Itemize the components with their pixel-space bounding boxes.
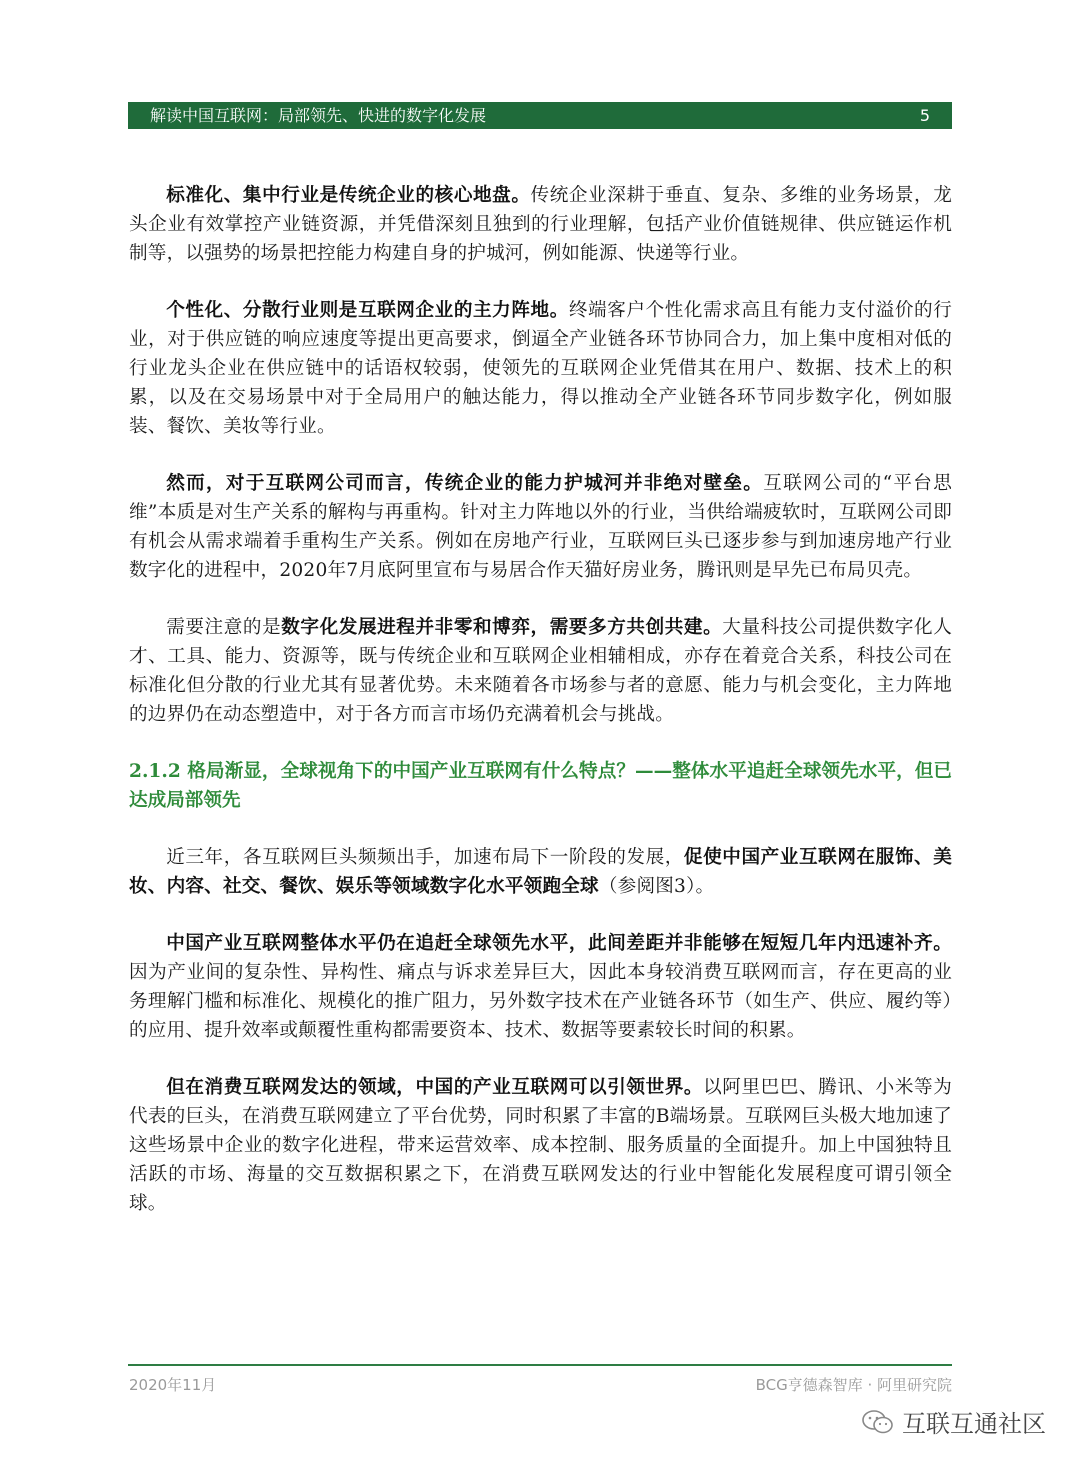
paragraph-1-body: 传统企业深耕于垂直、复杂、多维的业务场景，龙头企业有效掌控产业链资源，并凭借深刻且独到的行业理解，包括产业价值链规律、供应链运作机制等，以强势的场景把控能力构建自身的护城河，例如能源、快递等行业。: [129, 185, 952, 264]
paragraph-1: [129, 181, 952, 268]
paragraph-7-body: 以阿里巴巴、腾讯、小米等为代表的巨头，在消费互联网建立了平台优势，同时积累了丰富的B端场景。互联网巨头极大地加速了这些场景中企业的数字化进程，带来运营效率、成本控制、服务质量的全面提升。加上中国独特且活跃的市场、海量的交互数据积累之下，在消费互联网发达的行业中智能化发展程度可谓引领全球。: [129, 1077, 952, 1214]
paragraph-4: [129, 613, 952, 729]
paragraph-5-pre: 近三年，各互联网巨头频频出手，加速布局下一阶段的发展，: [166, 847, 684, 868]
paragraph-5-lead: 促使中国产业互联网在服饰、美妆、内容、社交、餐饮、娱乐等领域数字化水平领跑全球: [129, 847, 952, 897]
footer-org: BCG亨德森智库 · 阿里研究院: [755, 1376, 952, 1394]
paragraph-4-pre: 需要注意的是: [166, 617, 282, 638]
wechat-icon: [862, 1409, 894, 1435]
main-content: [129, 181, 952, 1246]
paragraph-7-lead: 但在消费互联网发达的领域，中国的产业互联网可以引领世界。: [166, 1077, 704, 1098]
paragraph-6-body: 因为产业间的复杂性、异构性、痛点与诉求差异巨大，因此本身较消费互联网而言，存在更高的业务理解门槛和标准化、规模化的推广阻力，另外数字技术在产业链各环节（如生产、供应、履约等）的应用、提升效率或颠覆性重构都需要资本、技术、数据等要素较长时间的积累。: [129, 962, 952, 1041]
footer-date: 2020年11月: [129, 1376, 217, 1394]
page-header-bar: [128, 102, 952, 129]
section-heading: 2.1.2 格局渐显，全球视角下的中国产业互联网有什么特点？——整体水平追赶全球领先水平，但已达成局部领先: [129, 761, 952, 811]
paragraph-7: [129, 1073, 952, 1218]
paragraph-6-lead: 中国产业互联网整体水平仍在追赶全球领先水平，此间差距并非能够在短短几年内迅速补齐。: [166, 933, 952, 954]
paragraph-3-lead: 然而，对于互联网公司而言，传统企业的能力护城河并非绝对壁垒。: [166, 473, 764, 494]
paragraph-1-lead: 标准化、集中行业是传统企业的核心地盘。: [166, 185, 531, 206]
watermark: [862, 1404, 1046, 1439]
paragraph-3-body: 互联网公司的“平台思维”本质是对生产关系的解构与再重构。针对主力阵地以外的行业，当供给端疲软时，互联网公司即有机会从需求端着手重构生产关系。例如在房地产行业，互联网巨头已逐步参与到加速房地产行业数字化的进程中，2020年7月底阿里宣布与易居合作天猫好房业务，腾讯则是早先已布局贝壳。: [129, 473, 952, 581]
paragraph-2-body: 终端客户个性化需求高且有能力支付溢价的行业，对于供应链的响应速度等提出更高要求，倒逼全产业链各环节协同合力，加上集中度相对低的行业龙头企业在供应链中的话语权较弱，使领先的互联网企业凭借其在用户、数据、技术上的积累，以及在交易场景中对于全局用户的触达能力，得以推动全产业链各环节同步数字化，例如服装、餐饮、美妆等行业。: [129, 300, 952, 437]
paragraph-5: [129, 843, 952, 901]
paragraph-5-body: （参阅图3）。: [598, 876, 715, 897]
page-number: 5: [919, 106, 930, 125]
watermark-text: 互联互通社区: [902, 1410, 1046, 1438]
paragraph-4-body: 大量科技公司提供数字化人才、工具、能力、资源等，既与传统企业和互联网企业相辅相成，亦存在着竞合关系，科技公司在标准化但分散的行业尤其有显著优势。未来随着各市场参与者的意愿、能力与机会变化，主力阵地的边界仍在动态塑造中，对于各方而言市场仍充满着机会与挑战。: [129, 617, 953, 725]
paragraph-2-lead: 个性化、分散行业则是互联网企业的主力阵地。: [166, 300, 569, 321]
paragraph-4-lead: 数字化发展进程并非零和博弈，需要多方共创共建。: [281, 617, 723, 638]
paragraph-2: [129, 296, 952, 441]
footer-divider: [128, 1364, 952, 1366]
paragraph-3: [129, 469, 952, 585]
paragraph-6: [129, 929, 952, 1045]
document-title: 解读中国互联网：局部领先、快进的数字化发展: [150, 106, 487, 125]
